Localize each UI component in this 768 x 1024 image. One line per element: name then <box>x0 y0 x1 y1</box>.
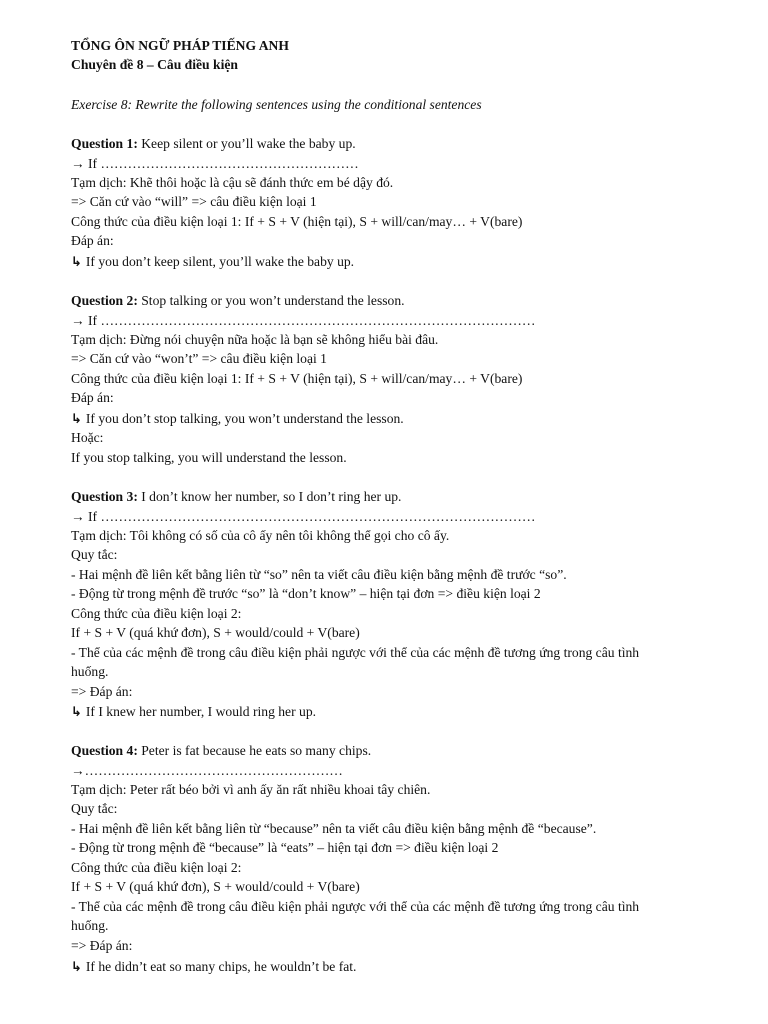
exercise-label: Exercise 8 <box>71 97 128 112</box>
question-2-answer <box>71 410 404 429</box>
question-1-label: Question 1: <box>71 136 138 151</box>
question-4-formula: If + S + V (quá khứ đơn), S + would/could + V(bare) <box>71 879 360 894</box>
question-4-formula-label: Công thức của điều kiện loại 2: <box>71 860 242 875</box>
question-2-alt-label: Hoặc: <box>71 430 104 445</box>
question-3-translation: Tạm dịch: Tôi không có số của cô ấy nên tôi không thể gọi cho cô ấy. <box>71 528 450 543</box>
question-2-prompt: → If …………………………………………………………………………………… <box>71 313 536 328</box>
question-3-prompt: → If …………………………………………………………………………………… <box>71 509 536 524</box>
question-4-rule-2: - Động từ trong mệnh đề “because” là “eats” – hiện tại đơn => điều kiện loại 2 <box>71 840 499 855</box>
question-4-rule-label: Quy tắc: <box>71 801 118 816</box>
question-4-prompt: →………………………………………………… <box>71 763 343 778</box>
question-3-note-line-2: huống. <box>71 664 109 679</box>
question-3-note-line-1: - Thể của các mệnh đề trong câu điều kiện phải ngược với thể của các mệnh đề tương ứng trong câu tình <box>71 645 640 660</box>
question-1-answer <box>71 253 354 272</box>
question-3-answer-label: => Đáp án: <box>71 684 133 699</box>
question-2-answer-label: Đáp án: <box>71 390 114 405</box>
question-1-answer-text: If you don’t keep silent, you’ll wake the baby up. <box>85 254 355 269</box>
question-1 <box>71 135 356 153</box>
question-3-answer <box>71 703 316 722</box>
question-3-answer-text: If I knew her number, I would ring her up. <box>85 704 317 719</box>
question-1-sentence: Keep silent or you’ll wake the baby up. <box>137 136 356 151</box>
question-4-answer <box>71 958 356 977</box>
question-2 <box>71 292 405 310</box>
exercise-instruction-text: : Rewrite the following sentences using the conditional sentences <box>127 97 482 112</box>
question-3-rule-1: - Hai mệnh đề liên kết bằng liên từ “so” nên ta viết câu điều kiện bằng mệnh đề trước “so”. <box>71 567 567 582</box>
question-4-answer-label: => Đáp án: <box>71 938 133 953</box>
answer-arrow-icon: ↳ <box>71 960 82 975</box>
question-4-translation: Tạm dịch: Peter rất béo bởi vì anh ấy ăn rất nhiều khoai tây chiên. <box>71 782 431 797</box>
question-3-label: Question 3: <box>71 489 138 504</box>
question-2-alt-answer: If you stop talking, you will understand the lesson. <box>71 450 347 465</box>
question-1-basis: => Căn cứ vào “will” => câu điều kiện loại 1 <box>71 194 317 209</box>
question-3-sentence: I don’t know her number, so I don’t ring her up. <box>137 489 402 504</box>
question-4-note-line-2: huống. <box>71 918 109 933</box>
question-2-basis: => Căn cứ vào “won’t” => câu điều kiện loại 1 <box>71 351 327 366</box>
question-3 <box>71 488 401 506</box>
question-4-note-line-1: - Thể của các mệnh đề trong câu điều kiện phải ngược với thể của các mệnh đề tương ứng trong câu tình <box>71 899 640 914</box>
answer-arrow-icon: ↳ <box>71 705 82 720</box>
question-1-translation: Tạm dịch: Khẽ thôi hoặc là cậu sẽ đánh thức em bé dậy đó. <box>71 175 394 190</box>
question-2-translation: Tạm dịch: Đừng nói chuyện nữa hoặc là bạn sẽ không hiểu bài đâu. <box>71 332 439 347</box>
question-4-answer-text: If he didn’t eat so many chips, he wouldn’t be fat. <box>85 959 357 974</box>
question-2-formula: Công thức của điều kiện loại 1: If + S + V (hiện tại), S + will/can/may… + V(bare) <box>71 371 523 386</box>
exercise-instruction <box>71 96 482 114</box>
question-2-answer-text: If you don’t stop talking, you won’t understand the lesson. <box>85 411 404 426</box>
answer-arrow-icon: ↳ <box>71 255 82 270</box>
question-3-formula-label: Công thức của điều kiện loại 2: <box>71 606 242 621</box>
question-1-formula: Công thức của điều kiện loại 1: If + S + V (hiện tại), S + will/can/may… + V(bare) <box>71 214 523 229</box>
question-1-prompt: → If ………………………………………………… <box>71 156 359 171</box>
answer-arrow-icon: ↳ <box>71 412 82 427</box>
question-2-label: Question 2: <box>71 293 138 308</box>
question-4-sentence: Peter is fat because he eats so many chips. <box>137 743 372 758</box>
question-3-rule-2: - Động từ trong mệnh đề trước “so” là “don’t know” – hiện tại đơn => điều kiện loại 2 <box>71 586 541 601</box>
question-4-rule-1: - Hai mệnh đề liên kết bằng liên từ “because” nên ta viết câu điều kiện bằng mệnh đề “because”. <box>71 821 597 836</box>
document-subtitle: Chuyên đề 8 – Câu điều kiện <box>71 57 238 72</box>
question-4-label: Question 4: <box>71 743 138 758</box>
question-2-sentence: Stop talking or you won’t understand the lesson. <box>137 293 405 308</box>
question-1-answer-label: Đáp án: <box>71 233 114 248</box>
document-title: TỔNG ÔN NGỮ PHÁP TIẾNG ANH <box>71 38 289 53</box>
question-4 <box>71 742 371 760</box>
question-3-formula: If + S + V (quá khứ đơn), S + would/could + V(bare) <box>71 625 360 640</box>
question-3-rule-label: Quy tắc: <box>71 547 118 562</box>
